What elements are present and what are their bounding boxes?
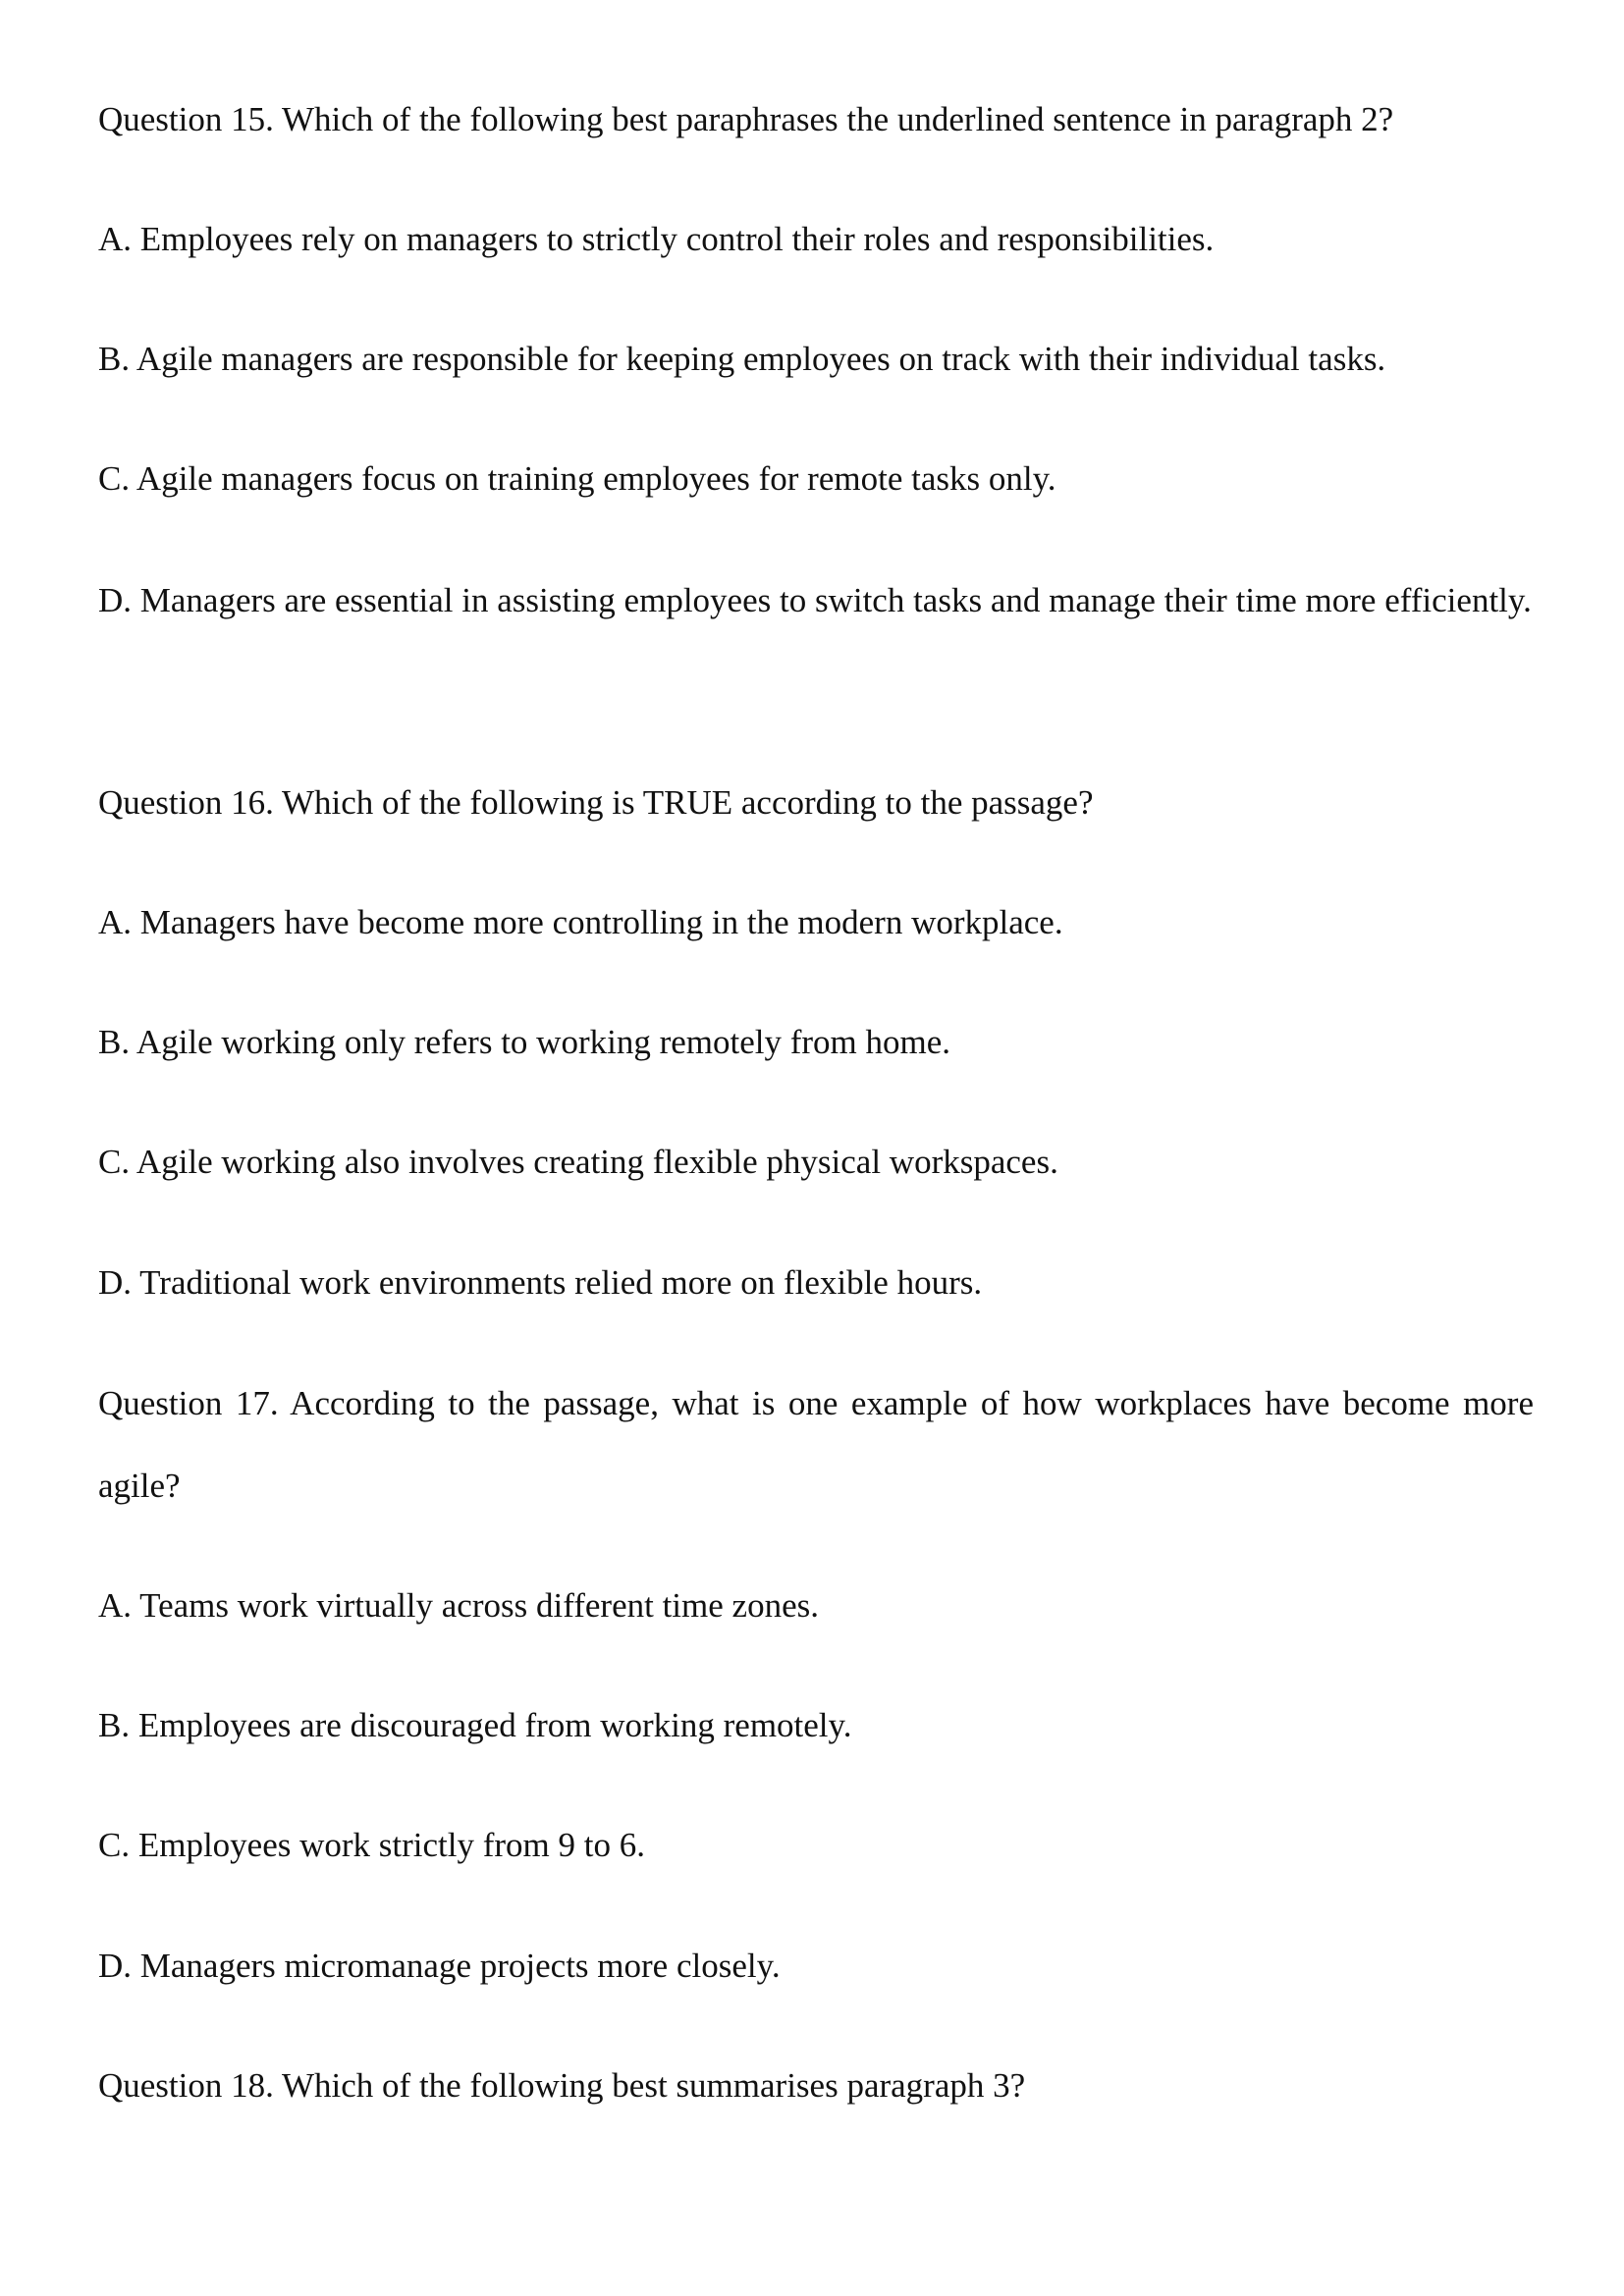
question-16-stem: Question 16. Which of the following is TRUE according to the passage? [98, 783, 1094, 822]
question-17-option-a: A. Teams work virtually across different time zones. [98, 1586, 819, 1625]
question-17-option-b: B. Employees are discouraged from working remotely. [98, 1706, 852, 1744]
question-16-option-b: B. Agile working only refers to working remotely from home. [98, 1023, 951, 1061]
question-18-stem: Question 18. Which of the following best summarises paragraph 3? [98, 2066, 1026, 2105]
question-17-stem: Question 17. According to the passage, what is one example of how workplaces have become more agile? [98, 1384, 1534, 1505]
question-16-option-d: D. Traditional work environments relied more on flexible hours. [98, 1263, 983, 1302]
question-16-option-a: A. Managers have become more controlling in the modern workplace. [98, 903, 1063, 941]
question-15-option-b: B. Agile managers are responsible for keeping employees on track with their individual tasks. [98, 340, 1386, 378]
question-17-option-d: D. Managers micromanage projects more closely. [98, 1947, 781, 1985]
question-15-option-d: D. Managers are essential in assisting employees to switch tasks and manage their time more efficiently. [98, 581, 1532, 619]
question-15-option-c: C. Agile managers focus on training employees for remote tasks only. [98, 459, 1056, 498]
question-15-stem: Question 15. Which of the following best paraphrases the underlined sentence in paragraph 2? [98, 100, 1394, 138]
question-16-option-c: C. Agile working also involves creating flexible physical workspaces. [98, 1143, 1058, 1181]
question-15-option-a: A. Employees rely on managers to strictly control their roles and responsibilities. [98, 220, 1215, 258]
question-17-option-c: C. Employees work strictly from 9 to 6. [98, 1826, 646, 1864]
